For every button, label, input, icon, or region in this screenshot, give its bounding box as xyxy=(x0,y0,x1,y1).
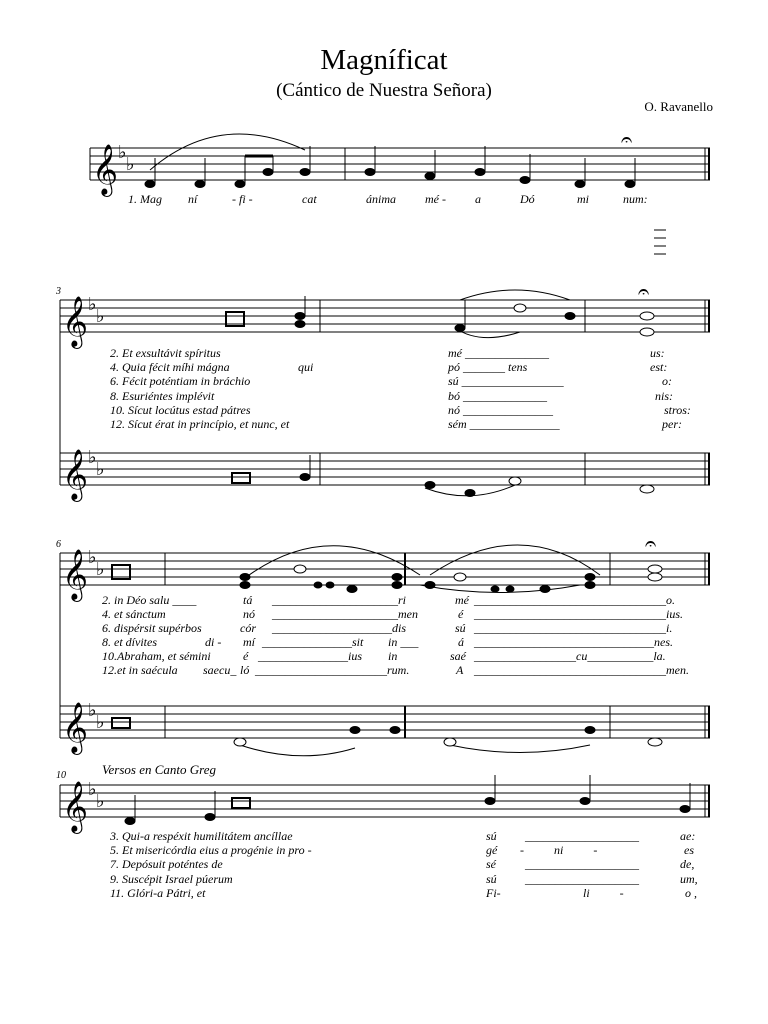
flat-sign: ♭ xyxy=(88,779,97,800)
verse-line: 12.et in saécula xyxy=(102,663,178,677)
verse-syllable: cór xyxy=(240,621,256,635)
verse-line: 4. Quia fécit míhi mágna xyxy=(110,360,230,374)
slur xyxy=(420,585,580,593)
flat-sign: ♭ xyxy=(96,306,105,327)
slur xyxy=(245,546,420,578)
treble-clef: 𝄞 xyxy=(62,296,89,347)
verse-syllable: ______________________rum. xyxy=(255,663,410,677)
note xyxy=(425,582,435,589)
measure-number: 6 xyxy=(56,539,61,550)
verse-syllable: sú xyxy=(455,621,466,635)
verse-syllable: nó xyxy=(243,607,255,621)
half-note xyxy=(514,304,526,312)
verse-line: 8. Esuriéntes implévit xyxy=(110,389,215,403)
note xyxy=(540,586,550,593)
verse-ending: o , xyxy=(685,886,697,900)
verse-syllable: li - xyxy=(583,886,624,900)
staff-system-2-upper xyxy=(60,300,710,332)
verse-line: 10.Abraham, et sémini xyxy=(102,649,211,663)
half-note xyxy=(294,565,306,573)
note xyxy=(465,490,475,497)
note xyxy=(475,169,485,176)
verse-syllable: _______________sit xyxy=(262,635,364,649)
note xyxy=(295,321,305,328)
note xyxy=(145,181,155,188)
lyric-syllable: 1. Mag xyxy=(128,192,162,206)
verse-syllable: ___________________ xyxy=(525,872,639,886)
verse-syllable: sém _______________ xyxy=(448,417,560,431)
breve-note xyxy=(232,473,250,483)
lyric-syllable: mi xyxy=(577,192,589,206)
whole-note xyxy=(648,565,662,573)
verse-syllable: ________________________________o. xyxy=(474,593,675,607)
verse-syllable: ________________________________i. xyxy=(474,621,673,635)
verse-line: 5. Et misericórdia eius a progénie in pro - xyxy=(110,843,312,857)
treble-clef: 𝄞 xyxy=(62,449,89,500)
breve-note xyxy=(232,798,250,808)
flat-sign: ♭ xyxy=(118,142,127,163)
lyric-syllable: ní xyxy=(188,192,198,206)
verse-syllable: sú _________________ xyxy=(448,374,564,388)
slur xyxy=(430,545,600,575)
note xyxy=(425,482,435,489)
verse-line: 10. Sícut locútus estad pátres xyxy=(110,403,251,417)
verse-ending: es xyxy=(684,843,694,857)
verse-syllable: ló xyxy=(240,663,250,677)
note xyxy=(575,181,585,188)
verse-syllable: ___________________ xyxy=(525,857,639,871)
verse-line: 6. Fécit poténtiam in bráchio xyxy=(110,374,251,388)
verse-syllable: saecu_ xyxy=(203,663,237,677)
verse-syllable: Fi- xyxy=(486,886,501,900)
measure-number: 3 xyxy=(56,286,61,297)
verse-syllable: in ___ xyxy=(388,635,419,649)
verse-syllable: tá xyxy=(243,593,253,607)
verse-syllable: mí xyxy=(243,635,255,649)
flat-sign: ♭ xyxy=(88,447,97,468)
composer-name: O. Ravanello xyxy=(644,99,713,114)
note xyxy=(240,574,250,581)
note xyxy=(125,818,135,825)
note xyxy=(195,181,205,188)
verse-syllable: é xyxy=(243,649,249,663)
note xyxy=(365,169,375,176)
note xyxy=(300,169,310,176)
fermata-icon: 𝄐 xyxy=(621,127,633,151)
verse-syllable: saé xyxy=(450,649,466,663)
verse-ending: us: xyxy=(650,346,665,360)
note xyxy=(425,173,435,180)
verse-syllable: _____________________men xyxy=(272,607,418,621)
note xyxy=(314,582,322,588)
section-heading: Versos en Canto Greg xyxy=(102,762,216,777)
verse-syllable: ______________________________nes. xyxy=(474,635,673,649)
note xyxy=(300,474,310,481)
verse-syllable: _____________________ri xyxy=(272,593,407,607)
measure-number: 10 xyxy=(56,770,66,781)
ledger-marks xyxy=(654,230,666,254)
half-note xyxy=(444,738,456,746)
breve-note xyxy=(112,718,130,728)
staff-system-4 xyxy=(60,785,710,817)
staff-system-1 xyxy=(90,148,710,180)
half-note xyxy=(454,573,466,581)
lyric-syllable: num: xyxy=(623,192,648,206)
note xyxy=(235,181,245,188)
lyric-syllable: cat xyxy=(302,192,317,206)
verse-syllable: sú xyxy=(486,829,497,843)
verse-syllable: mé ______________ xyxy=(448,346,549,360)
verse-syllable: é xyxy=(458,607,464,621)
note xyxy=(585,574,595,581)
lyric-syllable: ánima xyxy=(366,192,396,206)
verse-line: 2. Et exsultávit spíritus xyxy=(110,346,221,360)
verse-syllable: mé xyxy=(455,593,469,607)
verse-syllable: ____________________dis xyxy=(272,621,407,635)
verse-syllable: qui xyxy=(298,360,314,374)
fermata-icon: 𝄐 xyxy=(645,531,657,555)
verse-syllable: nó _______________ xyxy=(448,403,553,417)
verse-syllable: ________________________________men. xyxy=(474,663,689,677)
note xyxy=(350,727,360,734)
verse-syllable: sé xyxy=(486,857,496,871)
verse-syllable: in xyxy=(388,649,398,663)
verse-syllable: _______________ius xyxy=(258,649,363,663)
verse-line: 12. Sícut érat in princípio, et nunc, et xyxy=(110,417,290,431)
verse-line: 3. Qui-a respéxit humilitátem ancíllae xyxy=(110,829,293,843)
note xyxy=(580,798,590,805)
lyric-syllable: - fi - xyxy=(232,192,253,206)
treble-clef: 𝄞 xyxy=(62,781,89,832)
slur xyxy=(240,745,355,756)
staff-system-3-upper xyxy=(60,553,710,585)
treble-clef: 𝄞 xyxy=(92,144,119,195)
verse-line: 4. et sánctum xyxy=(102,607,166,621)
flat-sign: ♭ xyxy=(96,459,105,480)
flat-sign: ♭ xyxy=(88,294,97,315)
flat-sign: ♭ xyxy=(96,791,105,812)
flat-sign: ♭ xyxy=(96,559,105,580)
verse-syllable: - ni - xyxy=(520,843,598,857)
whole-note xyxy=(640,485,654,493)
note xyxy=(485,798,495,805)
note xyxy=(347,586,357,593)
note xyxy=(392,574,402,581)
verse-syllable: bó ______________ xyxy=(448,389,547,403)
verse-syllable: _________________cu___________la. xyxy=(474,649,666,663)
note xyxy=(205,814,215,821)
note xyxy=(520,177,530,184)
verse-line: 11. Glóri-a Pátri, et xyxy=(110,886,206,900)
slur xyxy=(460,290,570,300)
verse-syllable: á xyxy=(458,635,464,649)
note xyxy=(585,727,595,734)
flat-sign: ♭ xyxy=(126,154,135,175)
half-note xyxy=(509,477,521,485)
verse-ending: per: xyxy=(662,417,682,431)
flat-sign: ♭ xyxy=(88,547,97,568)
treble-clef: 𝄞 xyxy=(62,702,89,753)
page-title: Magníficat xyxy=(320,44,448,76)
whole-note xyxy=(640,312,654,320)
flat-sign: ♭ xyxy=(88,700,97,721)
note xyxy=(625,181,635,188)
verse-syllable: ___________________ xyxy=(525,829,639,843)
verse-line: 9. Suscépit Israel púerum xyxy=(110,872,233,886)
treble-clef: 𝄞 xyxy=(62,549,89,600)
note xyxy=(565,313,575,320)
verse-syllable: gé xyxy=(486,843,498,857)
note xyxy=(263,169,273,176)
fermata-icon: 𝄐 xyxy=(638,279,650,303)
lyric-syllable: Dó xyxy=(520,192,535,206)
verse-line: 7. Depósuit poténtes de xyxy=(110,857,223,871)
half-note xyxy=(234,738,246,746)
verse-line: 8. et dívites xyxy=(102,635,157,649)
flat-sign: ♭ xyxy=(96,712,105,733)
note xyxy=(680,806,690,813)
verse-syllable: pó _______ tens xyxy=(448,360,528,374)
verse-ending: o: xyxy=(662,374,672,388)
verse-ending: um, xyxy=(680,872,698,886)
slur xyxy=(150,134,305,170)
verse-syllable: di - xyxy=(205,635,222,649)
verse-ending: stros: xyxy=(664,403,691,417)
verse-line: 2. in Déo salu ____ xyxy=(102,593,197,607)
note xyxy=(491,586,499,592)
verse-syllable: ________________________________ius. xyxy=(474,607,684,621)
verse-ending: est: xyxy=(650,360,668,374)
verse-syllable: sú xyxy=(486,872,497,886)
verse-syllable: A xyxy=(456,663,464,677)
verse-ending: de, xyxy=(680,857,695,871)
page-subtitle: (Cántico de Nuestra Señora) xyxy=(276,80,492,101)
whole-note xyxy=(648,738,662,746)
note xyxy=(455,325,465,332)
verse-line: 6. dispérsit supérbos xyxy=(102,621,202,635)
note xyxy=(390,727,400,734)
verse-ending: nis: xyxy=(655,389,673,403)
lyric-syllable: a xyxy=(475,192,481,206)
verse-ending: ae: xyxy=(680,829,696,843)
slur xyxy=(450,745,590,753)
lyric-syllable: mé - xyxy=(425,192,446,206)
